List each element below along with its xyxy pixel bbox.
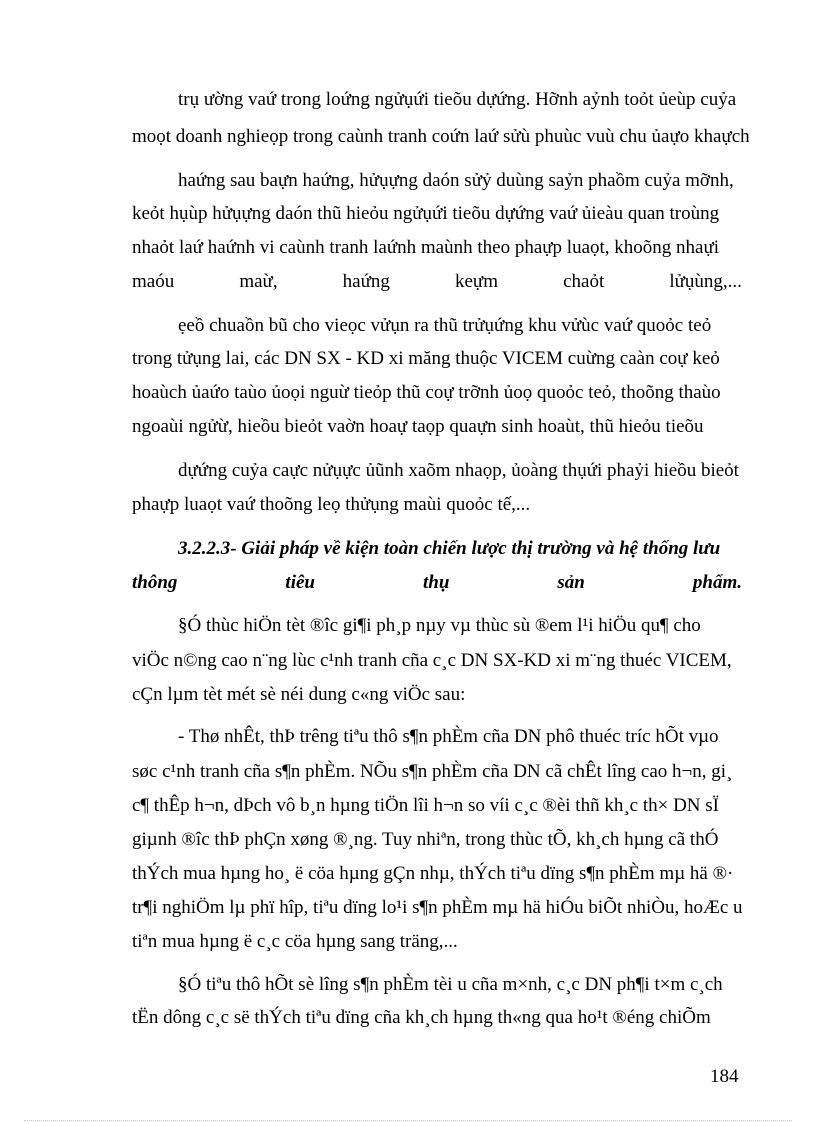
word: chaỏt: [563, 271, 605, 292]
paragraph-6-line-5: thÝch mua hµng ho¸ ë cöa hµng gÇn nhµ, thÝch tiªu dïng s¶n phÈm mµ hä ®·: [132, 863, 734, 884]
paragraph-3-line-2: trong tửụng lai, các DN SX - KD xi măng thuộc VICEM cuừng caàn coự keỏ: [132, 348, 720, 369]
paragraph-6-line-4: giµnh ®îc thÞ phÇn xøng ®¸ng. Tuy nhiªn, trong thùc tÕ, kh¸ch hµng cã thÓ: [132, 829, 719, 850]
word: phẩm.: [692, 572, 742, 593]
paragraph-3-line-3: hoaùch ủaứo taùo ủoọi nguừ tieỏp thũ coự trỡnh ủoọ quoỏc teỏ, thoõng thaùo: [132, 382, 721, 403]
word: lửụùng,...: [669, 271, 742, 292]
paragraph-1-line-1: trụ ường vaứ trong loứng ngửụứi tieõu dựứng. Hỡnh aỷnh toỏt ủeùp cuỷa: [178, 89, 737, 110]
paragraph-2-line-3: nhaỏt laứ haứnh vi caùnh tranh laứnh maùnh theo phaựp luaọt, khoõng nhaựi: [132, 237, 720, 258]
paragraph-2-line-2: keỏt hụùp hửụựng daón thũ hieỏu ngửụứi tieõu dựứng vaứ ủieàu quan troùng: [132, 203, 720, 224]
paragraph-6-line-1: - Thø nhÊt, thÞ trêng tiªu thô s¶n phÈm cña DN phô thuéc tríc hÕt vµo: [178, 726, 719, 747]
paragraph-6-line-3: c¶ thÊp h¬n, dÞch vô b¸n hµng tiÖn lîi h¬n so víi c¸c ®èi thñ kh¸c th× DN sÏ: [132, 795, 719, 816]
paragraph-2-line-1: haứng sau baựn haứng, hửụựng daón sửỷ duùng saỷn phaồm cuỷa mỡnh,: [178, 170, 734, 191]
paragraph-3-line-4: ngoaùi ngửừ, hieồu bieỏt vaờn hoaự taọp quaựn sinh hoaùt, thũ hieỏu tieõu: [132, 416, 704, 437]
paragraph-7-line-2: tËn dông c¸c së thÝch tiªu dïng cña kh¸ch hµng th«ng qua ho¹t ®éng chiÕm: [132, 1007, 711, 1028]
word: thụ: [422, 572, 450, 593]
word: sản: [557, 572, 585, 593]
paragraph-2-line-4: [132, 271, 742, 293]
word: tiêu: [285, 572, 315, 593]
paragraph-6-line-7: tiªn mua hµng ë c¸c cöa hµng sang träng,...: [132, 931, 458, 952]
paragraph-5-line-2: viÖc n©ng cao n¨ng lùc c¹nh tranh cña c¸c DN SX-KD xi m¨ng thuéc VICEM,: [132, 650, 732, 671]
paragraph-3-line-1: ẹeồ chuaồn bũ cho vieọc vửụn ra thũ trửụứng khu vửùc vaứ quoỏc teỏ: [178, 315, 712, 336]
paragraph-5-line-3: cÇn lµm tèt mét sè néi dung c«ng viÖc sau:: [132, 684, 466, 705]
paragraph-5-line-1: §Ó thùc hiÖn tèt ®îc gi¶i ph¸p nµy vµ thùc sù ®em l¹i hiÖu qu¶ cho: [178, 615, 701, 636]
paragraph-6-line-6: tr¶i nghiÖm lµ phï hîp, tiªu dïng lo¹i s¶n phÈm mµ hä hiÓu biÕt nhiÒu, hoÆc u: [132, 897, 743, 918]
paragraph-6-line-2: søc c¹nh tranh cña s¶n phÈm. NÕu s¶n phÈm cña DN cã chÊt lîng cao h¬n, gi¸: [132, 761, 733, 782]
word: maóu: [132, 271, 175, 292]
page-number: 184: [710, 1066, 739, 1087]
word: keựm: [455, 271, 499, 292]
paragraph-7-line-1: §Ó tiªu thô hÕt sè lîng s¶n phÈm tèi u cña m×nh, c¸c DN ph¶i t×m c¸ch: [178, 974, 723, 995]
word: thông: [132, 572, 178, 593]
paragraph-4-line-2: phaựp luaọt vaứ thoõng leọ thửụng maùi quoỏc tế,...: [132, 494, 531, 515]
paragraph-4-line-1: dựứng cuỷa caực nửụực ủũnh xaõm nhaọp, ủoàng thụứi phaỷi hieồu bieỏt: [178, 460, 739, 481]
section-heading-line-2: [132, 572, 742, 594]
paragraph-1-line-2: moọt doanh nghieọp trong caùnh tranh coứn laứ sửù phuùc vuù chu ủaựo khaựch: [132, 126, 750, 147]
word: maừ,: [239, 271, 278, 292]
page-bottom-rule: [24, 1120, 792, 1121]
section-heading-line-1: 3.2.2.3- Giải pháp về kiện toàn chiến lược thị trường và hệ thống lưu: [178, 538, 721, 559]
word: haứng: [342, 271, 390, 292]
